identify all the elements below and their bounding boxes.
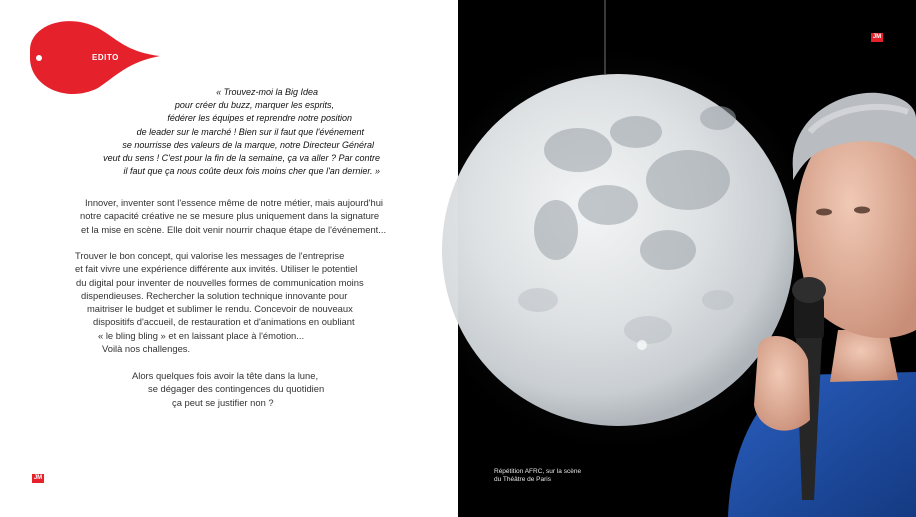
quote-line: se nourrisse des valeurs de la marque, notre Directeur Général: [122, 139, 374, 150]
jm-logo: JM: [872, 34, 882, 40]
text-line: dispositifs d'accueil, de restauration et d'animations en oubliant: [93, 316, 355, 328]
text-line: notre capacité créative ne se mesure plus uniquement dans la signature: [80, 210, 380, 222]
text-line: et la mise en scène. Elle doit venir nourrir chaque étape de l'événement...: [81, 223, 387, 235]
quote-line: veut du sens ! C'est pour la fin de la semaine, ça va aller ? Par contre: [103, 153, 380, 164]
text-line: Alors quelques fois avoir la tête dans la lune,: [132, 370, 319, 381]
stage-photo: [458, 0, 916, 517]
quote-line: il faut que ça nous coûte deux fois moins cher que l'an dernier. »: [123, 166, 380, 177]
section-label: EDITO: [92, 53, 119, 62]
moon-edge: [442, 74, 458, 426]
text-line: « le bling bling » et en laissant place à l'émotion...: [98, 329, 305, 341]
quote-line: pour créer du buzz, marquer les esprits,: [174, 100, 334, 111]
caption-line: du Théâtre de Paris: [494, 476, 551, 483]
text-line: et fait vivre une expérience différente aux invités. Utiliser le potentiel: [75, 263, 358, 275]
caption-line: Répétition AFRC, sur la scène: [494, 468, 582, 475]
text-line: Voilà nos challenges.: [102, 343, 191, 355]
photo-page: [458, 0, 916, 517]
jm-logo: JM: [33, 475, 43, 481]
paragraph-innover: [70, 196, 430, 236]
quote-line: de leader sur le marché ! Bien sur il faut que l'événement: [136, 126, 364, 137]
paragraph-challenges: [70, 249, 430, 355]
photo-caption: [494, 468, 581, 484]
text-line: maitriser le budget et sublimer le rendu. Concevoir de nouveaux: [87, 303, 353, 315]
text-line: Trouver le bon concept, qui valorise les messages de l'entreprise: [75, 250, 345, 261]
text-line: Innover, inventer sont l'essence même de notre métier, mais aujourd'hui: [85, 197, 384, 208]
text-line: dispendieuses. Rechercher la solution technique innovante pour: [81, 289, 348, 301]
bullet-dot: [36, 55, 42, 61]
intro-quote: [60, 86, 380, 178]
text-line: du digital pour inventer de nouvelles formes de communication moins: [76, 276, 364, 288]
text-line: se dégager des contingences du quotidien: [148, 383, 325, 395]
text-line: ça peut se justifier non ?: [172, 396, 274, 408]
quote-line: fédérer les équipes et reprendre notre position: [167, 113, 352, 124]
paragraph-conclusion: [70, 369, 430, 409]
quote-line: « Trouvez-moi la Big Idea: [216, 87, 318, 97]
